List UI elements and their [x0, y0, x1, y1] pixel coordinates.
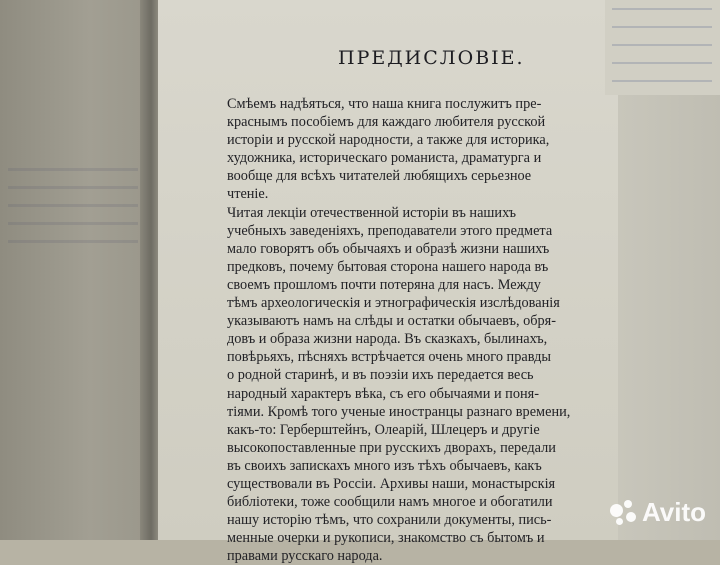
text-line: мало говорятъ объ обычаяхъ и образѣ жизни нашихъ	[227, 240, 550, 257]
text-line: своемъ прошломъ почти потеряна для насъ. Между	[227, 276, 541, 293]
avito-dots-icon	[610, 500, 636, 526]
page-heading: ПРЕДИСЛОВІЕ.	[338, 47, 525, 69]
watermark-text: Avito	[641, 497, 706, 527]
left-page-bleed-line	[8, 186, 138, 189]
left-page	[0, 0, 150, 540]
text-line: тѣмъ археологическія и этнографическія изслѣдованія	[227, 295, 560, 312]
right-page-bleed-line	[612, 62, 712, 64]
left-page-bleed-line	[8, 204, 138, 207]
text-line: чтеніе.	[227, 186, 269, 203]
text-line: какъ-то: Герберштейнъ, Олеарій, Шлецеръ и другіе	[227, 421, 540, 438]
text-line: правами русскаго народа.	[227, 548, 383, 565]
text-line: нашу исторію тѣмъ, что сохранили документы, пись-	[227, 512, 552, 529]
text-line: Читая лекціи отечественной исторіи въ нашихъ	[227, 204, 517, 221]
text-line: въ своихъ запискахъ много изъ тѣхъ обычаевъ, какъ	[227, 457, 542, 474]
left-page-bleed-line	[8, 222, 138, 225]
text-line: тіями. Кромѣ того ученые иностранцы разнаго времени,	[227, 403, 571, 420]
left-page-bleed-line	[8, 168, 138, 171]
right-page-bleed-line	[612, 44, 712, 46]
text-line: существовали въ Россіи. Архивы наши, монастырскія	[227, 475, 556, 492]
avito-watermark	[610, 497, 706, 528]
text-line: предковъ, почему бытовая сторона нашего народа въ	[227, 258, 549, 275]
text-line: менные очерки и рукописи, знакомство съ бытомъ и	[227, 530, 545, 547]
text-line: краснымъ пособіемъ для каждаго любителя русской	[227, 114, 546, 131]
text-line: Смѣемъ надѣяться, что наша книга послужитъ пре-	[227, 96, 542, 112]
text-line: исторіи и русской народности, а также для историка,	[227, 132, 550, 149]
text-line: библіотеки, тоже сообщили намъ многое и обогатили	[227, 494, 553, 511]
right-page-bleed-line	[612, 26, 712, 28]
text-line: высокопоставленные при русскихъ дворахъ, передали	[227, 439, 556, 456]
left-page-bleed-line	[8, 240, 138, 243]
text-line: довъ и образа жизни народа. Въ сказкахъ, былинахъ,	[227, 331, 548, 348]
text-line: народный характеръ вѣка, съ его обычаями и поня-	[227, 385, 539, 402]
text-line: художника, историческаго романиста, драматурга и	[227, 150, 542, 167]
text-line: указываютъ намъ на слѣды и остатки обычаевъ, обря-	[227, 313, 557, 330]
text-line: о родной старинѣ, и въ поэзіи ихъ передается весь	[227, 367, 534, 384]
text-line: учебныхъ заведеніяхъ, преподаватели этого предмета	[227, 222, 553, 239]
right-page-bleed-line	[612, 80, 712, 82]
text-line: вообще для всѣхъ читателей любящихъ серьезное	[227, 168, 532, 185]
page-body-text	[227, 95, 613, 565]
right-page-bleed-line	[612, 8, 712, 10]
text-line: повѣрьяхъ, пѣсняхъ встрѣчается очень много правды	[227, 349, 551, 366]
